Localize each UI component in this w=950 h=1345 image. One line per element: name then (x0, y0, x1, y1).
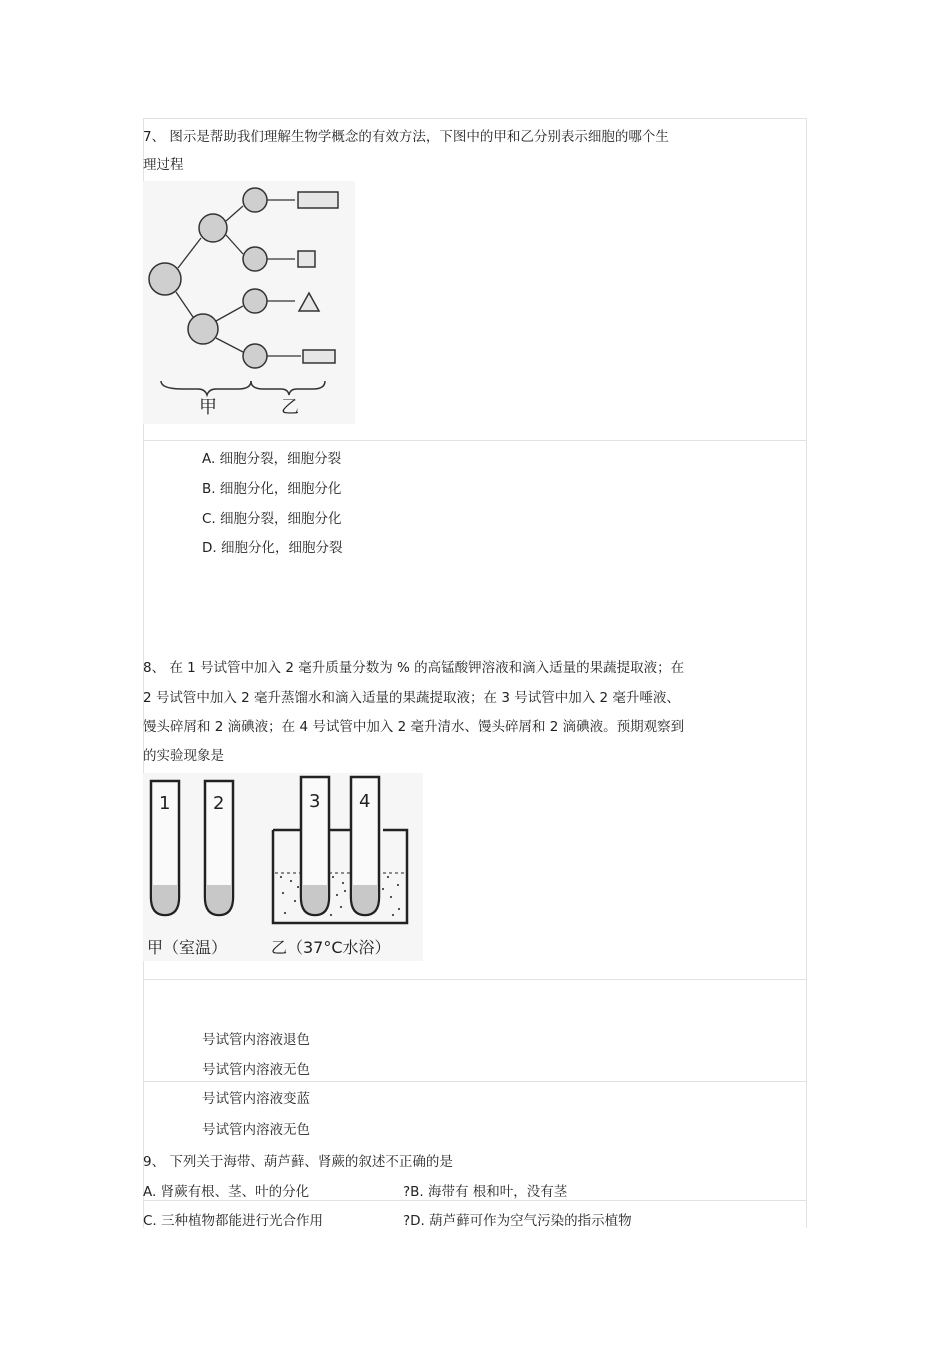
q8-caption-yi: 乙（37°C水浴） (271, 938, 391, 957)
q9-option-a: A. 肾蕨有根、茎、叶的分化 (143, 1184, 310, 1200)
table-rule-right (806, 118, 807, 1228)
table-rule-3 (143, 1081, 807, 1082)
q8-tube-label-1: 1 (159, 793, 171, 814)
q8-stem-line3: 馒头碎屑和 2 滴碘液；在 4 号试管中加入 2 毫升清水、馒头碎屑和 2 滴碘液。预期观察到 (143, 719, 685, 735)
q8-tube-label-2: 2 (213, 793, 225, 814)
q9-option-c: C. 三种植物都能进行光合作用 (143, 1213, 324, 1229)
q8-tube-label-4: 4 (359, 791, 371, 812)
q9-stem: 9、 下列关于海带、葫芦藓、肾蕨的叙述不正确的是 (143, 1154, 453, 1170)
q7-option-b: B. 细胞分化，细胞分化 (202, 481, 342, 497)
q8-stem-line2: 2 号试管中加入 2 毫升蒸馏水和滴入适量的果蔬提取液；在 3 号试管中加入 2 毫升唾液、 (143, 690, 680, 706)
q8-stem-line4: 的实验现象是 (143, 748, 224, 764)
q8-tube-label-3: 3 (309, 791, 321, 812)
q7-stem-line1: 7、 图示是帮助我们理解生物学概念的有效方法，下图中的甲和乙分别表示细胞的哪个生 (143, 129, 669, 145)
q8-option-d: 号试管内溶液无色 (202, 1122, 310, 1138)
q8-option-c: 号试管内溶液变蓝 (202, 1091, 310, 1107)
q8-test-tube-diagram (143, 773, 423, 961)
q9-option-d: ?D. 葫芦藓可作为空气污染的指示植物 (403, 1213, 632, 1229)
q9-option-b: ?B. 海带有 根和叶，没有茎 (403, 1184, 568, 1200)
q7-label-yi: 乙 (281, 397, 299, 418)
table-rule-2 (143, 979, 807, 980)
q8-option-b: 号试管内溶液无色 (202, 1062, 310, 1078)
q7-cell-diagram (143, 181, 355, 424)
table-rule-1 (143, 440, 807, 441)
q8-option-a: 号试管内溶液退色 (202, 1032, 310, 1048)
q7-stem-line2: 理过程 (143, 157, 184, 173)
q8-caption-jia: 甲（室温） (147, 938, 228, 957)
q7-option-d: D. 细胞分化，细胞分裂 (202, 540, 343, 556)
q7-label-jia: 甲 (199, 397, 217, 418)
q7-option-c: C. 细胞分裂，细胞分化 (202, 511, 342, 527)
table-rule-top (143, 118, 807, 119)
q8-stem-line1: 8、 在 1 号试管中加入 2 毫升质量分数为 % 的高锰酸钾溶液和滴入适量的果蔬提取液；在 (143, 660, 685, 676)
q7-option-a: A. 细胞分裂，细胞分裂 (202, 451, 342, 467)
